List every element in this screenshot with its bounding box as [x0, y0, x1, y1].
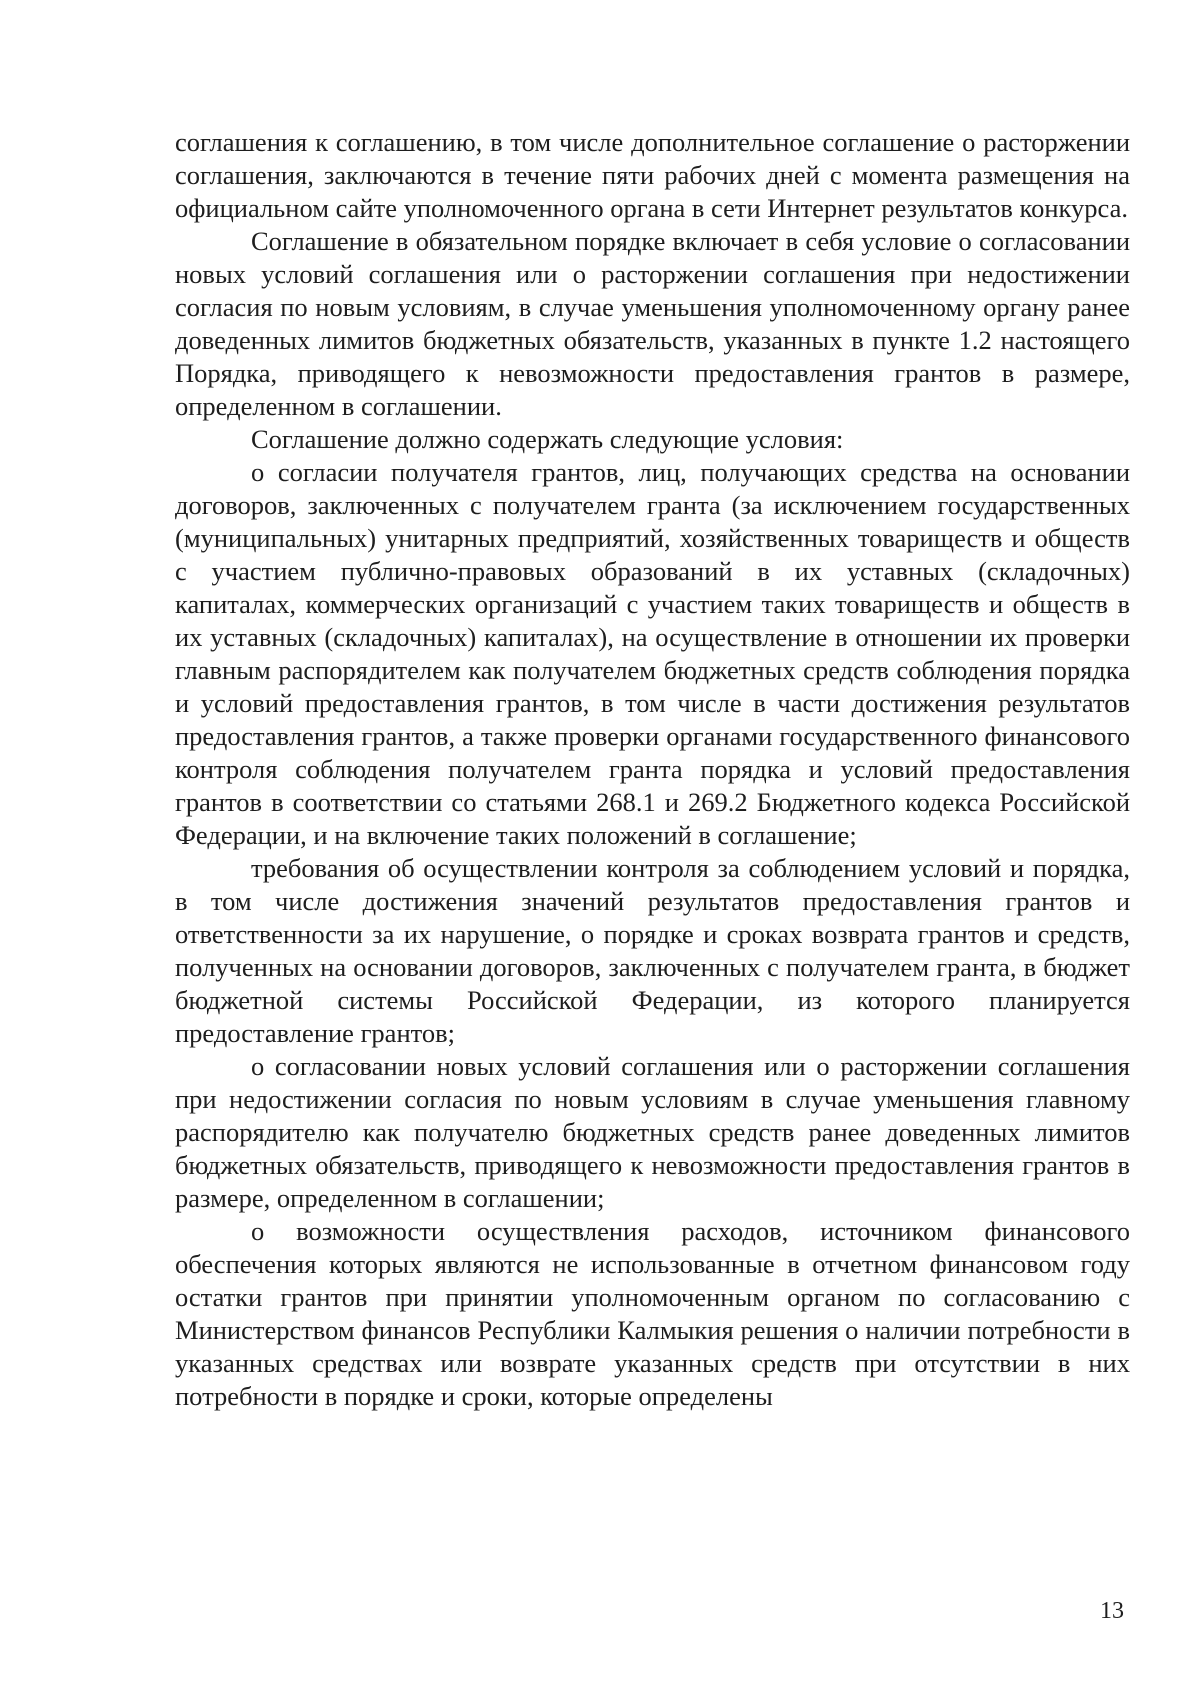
paragraph-conditions-intro: Соглашение должно содержать следующие условия: [251, 424, 844, 454]
paragraph-control-requirements: требования об осуществлении контроля за соблюдением условий и порядка, в том числе достижения значений результатов предоставления грантов и ответственности за их нарушение, о порядке и сроках возврата грантов и средств, полученных на основании договоров, заключенных с получателем гранта, в бюджет бюджетной системы Российской Федерации, из которого планируется предоставление грантов; [175, 853, 1130, 1048]
page-number: 13 [1100, 1598, 1124, 1624]
paragraph-continuation: соглашения к соглашению, в том числе дополнительное соглашение о расторжении соглашения, заключаются в течение пяти рабочих дней с момента размещения на официальном сайте уполномоченного органа в сети Интернет результатов конкурса. [175, 127, 1130, 223]
paragraph-agreement-condition: Соглашение в обязательном порядке включает в себя условие о согласовании новых условий соглашения или о расторжении соглашения при недостижении согласия по новым условиям, в случае уменьшения уполномоченному органу ранее доведенных лимитов бюджетных обязательств, указанных в пункте 1.2 настоящего Порядка, приводящего к невозможности предоставления грантов в размере, определенном в соглашении. [175, 226, 1130, 421]
body-text [175, 126, 1130, 1413]
paragraph-unused-funds: о возможности осуществления расходов, источником финансового обеспечения которых являются не использованные в отчетном финансовом году остатки грантов при принятии уполномоченным органом по согласованию с Министерством финансов Республики Калмыкия решения о наличии потребности в указанных средствах или возврате указанных средств при отсутствии в них потребности в порядке и сроки, которые определены [175, 1216, 1130, 1411]
paragraph-new-conditions: о согласовании новых условий соглашения или о расторжении соглашения при недостижении согласия по новым условиям в случае уменьшения главному распорядителю как получателю бюджетных средств ранее доведенных лимитов бюджетных обязательств, приводящего к невозможности предоставления грантов в размере, определенном в соглашении; [175, 1051, 1130, 1213]
paragraph-consent-clause: о согласии получателя грантов, лиц, получающих средства на основании договоров, заключенных с получателем гранта (за исключением государственных (муниципальных) унитарных предприятий, хозяйственных товариществ и обществ с участием публично-правовых образований в их уставных (складочных) капиталах, коммерческих организаций с участием таких товариществ и обществ в их уставных (складочных) капиталах), на осуществление в отношении их проверки главным распорядителем как получателем бюджетных средств соблюдения порядка и условий предоставления грантов, в том числе в части достижения результатов предоставления грантов, а также проверки органами государственного финансового контроля соблюдения получателем гранта порядка и условий предоставления грантов в соответствии со статьями 268.1 и 269.2 Бюджетного кодекса Российской Федерации, и на включение таких положений в соглашение; [175, 457, 1130, 850]
